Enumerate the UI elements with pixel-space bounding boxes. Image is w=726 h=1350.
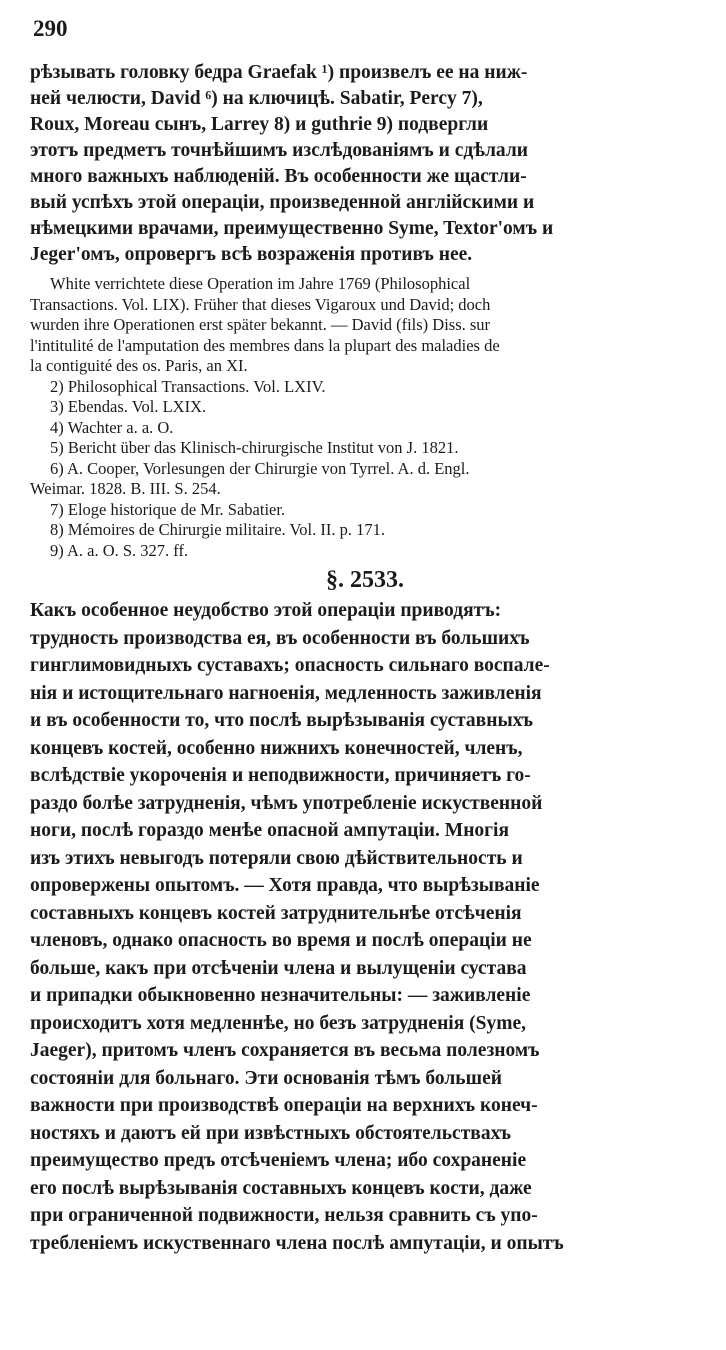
- text-line: и въ особенности то, что послѣ вырѣзыванія суставныхъ: [30, 710, 534, 731]
- text-line: ностяхъ и даютъ ей при извѣстныхъ обстоятельствахъ: [30, 1122, 511, 1144]
- footnotes: [30, 274, 700, 561]
- footnote-line: 6) A. Cooper, Vorlesungen der Chirurgie von Tyrrel. A. d. Engl.: [50, 458, 470, 478]
- text-line: этотъ предметъ точнѣйшимъ изслѣдованіямъ и сдѣлали: [30, 140, 529, 161]
- footnote-line: White verrichtete diese Operation im Jahre 1769 (Philosophical: [50, 274, 471, 293]
- text-line: концевъ костей, особенно нижнихъ конечностей, членъ,: [30, 737, 523, 759]
- text-line: Jaeger), притомъ членъ сохраняется въ весьма полезномъ: [30, 1040, 540, 1061]
- footnote-line: Weimar. 1828. B. III. S. 254.: [30, 479, 221, 498]
- text-line: вслѣдствіе укороченія и неподвижности, причиняетъ го-: [30, 765, 531, 786]
- footnote-line: 5) Bericht über das Klinisch-chirurgische Institut von J. 1821.: [50, 438, 459, 457]
- footnote-line: 9) A. a. O. S. 327. ff.: [50, 540, 189, 560]
- main-paragraph: [30, 597, 700, 1257]
- text-line: происходитъ хотя медленнѣе, но безъ затрудненія (Syme,: [30, 1012, 527, 1034]
- text-line: раздо болѣе затрудненія, чѣмъ употребленіе искуственной: [30, 792, 543, 814]
- text-line: рѣзывать головку бедра Graefak ¹) произвелъ ее на ниж-: [30, 62, 528, 83]
- footnote-line: 7) Eloge historique de Mr. Sabatier.: [50, 499, 286, 519]
- text-line: важности при производствѣ операціи на верхнихъ конеч-: [30, 1095, 538, 1116]
- text-line: вый успѣхъ этой операціи, произведенной англійскими и: [30, 192, 535, 213]
- text-line: трудность производства ея, въ особенности въ большихъ: [30, 627, 530, 649]
- text-line: нѣмецкими врачами, преимущественно Syme, Textor'омъ и: [30, 218, 554, 239]
- text-line: опровержены опытомъ. — Хотя правда, что вырѣзываніе: [30, 875, 540, 896]
- text-line: Какъ особенное неудобство этой операціи приводятъ:: [30, 600, 502, 621]
- text-line: ноги, послѣ гораздо менѣе опасной ампутаціи. Многія: [30, 820, 509, 841]
- text-line: и припадки обыкновенно незначительны: — заживленіе: [30, 985, 531, 1006]
- footnote-line: la contiguité des os. Paris, an XI.: [30, 356, 248, 375]
- footnote-line: wurden ihre Operationen erst später bekannt. — David (fils) Diss. sur: [30, 315, 491, 334]
- top-paragraph: [30, 60, 700, 268]
- text-line: требленіемъ искуственнаго члена послѣ ампутаціи, и опытъ: [30, 1232, 564, 1254]
- text-line: преимущество предъ отсѣченіемъ члена; ибо сохраненіе: [30, 1150, 527, 1171]
- text-line: состояніи для больнаго. Эти основанія тѣмъ большей: [30, 1067, 502, 1089]
- footnote-line: l'intitulité de l'amputation des membres dans la plupart des maladies de: [30, 335, 500, 355]
- text-line: Jeger'омъ, опровергъ всѣ возраженія противъ нее.: [30, 244, 473, 265]
- text-line: больше, какъ при отсѣченіи члена и вылущеніи сустава: [30, 957, 527, 979]
- book-page: [30, 16, 700, 1257]
- footnote-line: 3) Ebendas. Vol. LXIX.: [50, 397, 207, 416]
- page-number: 290: [33, 16, 68, 41]
- text-line: изъ этихъ невыгодъ потеряли свою дѣйствительность и: [30, 847, 523, 869]
- text-line: составныхъ концевъ костей затруднительнѣе отсѣченія: [30, 902, 522, 924]
- text-line: Roux, Moreau сынъ, Larrey 8) и guthrie 9) подвергли: [30, 114, 489, 135]
- footnote-line: Transactions. Vol. LIX). Früher that dieses Vigaroux und David; doch: [30, 294, 491, 314]
- footnote-line: 2) Philosophical Transactions. Vol. LXIV.: [50, 376, 326, 396]
- text-line: его послѣ вырѣзыванія составныхъ концевъ кости, даже: [30, 1177, 532, 1199]
- text-line: при ограниченной подвижности, нельзя сравнить съ упо-: [30, 1205, 538, 1226]
- footnote-line: 8) Mémoires de Chirurgie militaire. Vol. II. p. 171.: [50, 520, 385, 539]
- text-line: гинглимовидныхъ суставахъ; опасность сильнаго воспале-: [30, 655, 550, 676]
- footnote-line: 4) Wachter a. a. O.: [50, 417, 174, 437]
- text-line: членовъ, однако опасность во время и послѣ операціи не: [30, 930, 532, 951]
- text-line: много важныхъ наблюденій. Въ особенности же щастли-: [30, 166, 527, 187]
- section-heading: §. 2533.: [326, 567, 404, 593]
- text-line: ней челюсти, David ⁶) на ключицѣ. Sabatir, Percy 7),: [30, 88, 483, 109]
- text-line: нія и истощительнаго нагноенія, медленность заживленія: [30, 682, 542, 704]
